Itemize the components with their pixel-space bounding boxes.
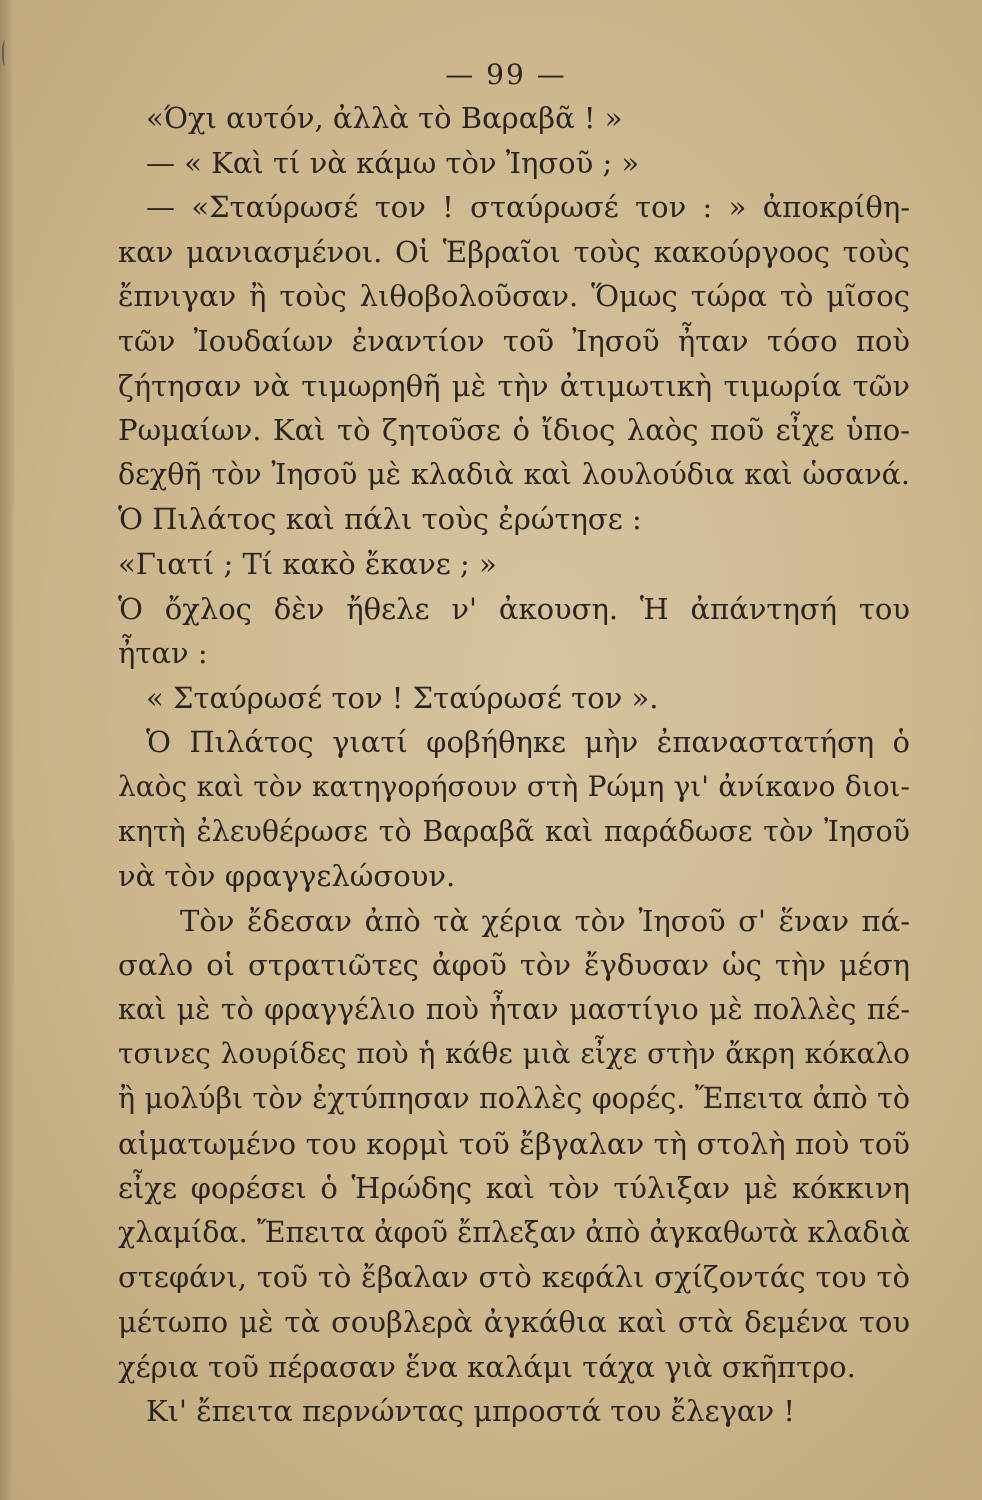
text-line: ζήτησαν νὰ τιμωρηθῆ μὲ τὴν ἀτιμωτικὴ τιμωρία τῶν	[118, 368, 910, 403]
text-line: τῶν Ἰουδαίων ἐναντίον τοῦ Ἰησοῦ ἦταν τόσο ποὺ	[118, 323, 910, 358]
text-line: σαλο οἱ στρατιῶτες ἀφοῦ τὸν ἔγδυσαν ὡς τὴν μέση	[118, 948, 910, 983]
text-line: χέρια τοῦ πέρασαν ἕνα καλάμι τάχα γιὰ σκῆπτρο.	[118, 1349, 856, 1384]
text-line: λαὸς καὶ τὸν κατηγορήσουν στὴ Ρώμη γι' ἀνίκανο διοι-	[118, 769, 910, 803]
page-number: — 99 —	[445, 58, 567, 91]
text-line: Ὁ Πιλάτος καὶ πάλι τοὺς ἐρώτησε :	[118, 502, 642, 537]
text-line: Ὁ Πιλάτος γιατί φοβήθηκε μὴν ἐπαναστατήση ὁ	[146, 725, 910, 760]
text-line: «Όχι αυτόν, ἀλλὰ τὸ Βαραβᾶ ! »	[146, 101, 623, 135]
text-line: αἱματωμένο του κορμὶ τοῦ ἔβγαλαν τὴ στολὴ ποὺ τοῦ	[118, 1126, 910, 1161]
text-line: ἢ μολύβι τὸν ἐχτύπησαν πολλὲς φορές. Ἔπειτα ἀπὸ τὸ	[118, 1082, 910, 1116]
text-line: ἦταν :	[118, 636, 208, 671]
text-line: μέτωπο μὲ τὰ σουβλερὰ ἀγκάθια καὶ στὰ δεμένα του	[118, 1305, 910, 1340]
text-line: — «Σταύρωσέ τον ! σταύρωσέ τον : » ἀποκρίθη-	[146, 190, 910, 225]
text-line: Τὸν ἔδεσαν ἀπὸ τὰ χέρια τὸν Ἰησοῦ σ' ἕναν πά-	[180, 903, 910, 938]
text-line: εἶχε φορέσει ὁ Ἡρώδης καὶ τὸν τύλιξαν μὲ κόκκινη	[118, 1171, 910, 1206]
text-line: νὰ τὸν φραγγελώσουν.	[118, 859, 456, 894]
text-line: καν μανιασμένοι. Οἱ Ἑβραῖοι τοὺς κακούργοος τοὺς	[118, 234, 910, 269]
text-line: χλαμίδα. Ἔπειτα ἀφοῦ ἔπλεξαν ἀπὸ ἀγκαθωτὰ κλαδιὰ	[118, 1215, 910, 1249]
text-line: δεχθῆ τὸν Ἰησοῦ μὲ κλαδιὰ καὶ λουλούδια καὶ ὡσανά.	[118, 457, 910, 491]
text-line: Κι' ἔπειτα περνώντας μπροστά του ἔλεγαν !	[146, 1394, 796, 1429]
text-line: ἔπνιγαν ἢ τοὺς λιθοβολοῦσαν. Ὅμως τώρα τὸ μῖσος	[118, 279, 910, 314]
text-line: τσινες λουρίδες ποὺ ἡ κάθε μιὰ εἶχε στὴν ἄκρη κόκαλο	[118, 1037, 910, 1071]
text-line: καὶ μὲ τὸ φραγγέλιο ποὺ ἦταν μαστίγιο μὲ πολλὲς πέ-	[118, 992, 910, 1026]
text-line: — « Καὶ τί νὰ κάμω τὸν Ἰησοῦ ; »	[146, 145, 640, 180]
page-body	[118, 96, 910, 1434]
text-line: Ρωμαίων. Καὶ τὸ ζητοῦσε ὁ ἴδιος λαὸς ποῦ εἶχε ὑπο-	[118, 413, 910, 448]
text-line: στεφάνι, τοῦ τὸ ἔβαλαν στὸ κεφάλι σχίζοντάς του τὸ	[118, 1260, 910, 1295]
text-line: «Γιατί ; Τί κακὸ ἔκανε ; »	[118, 546, 497, 581]
text-line: « Σταύρωσέ τον ! Σταύρωσέ τον ».	[146, 680, 659, 715]
page-left-edge	[0, 0, 14, 1500]
text-line: Ὁ ὄχλος δὲν ἤθελε ν' ἀκουση. Ἡ ἀπάντησή του	[118, 591, 910, 626]
text-line: κητὴ ἐλευθέρωσε τὸ Βαραβᾶ καὶ παράδωσε τὸν Ἰησοῦ	[118, 814, 910, 848]
